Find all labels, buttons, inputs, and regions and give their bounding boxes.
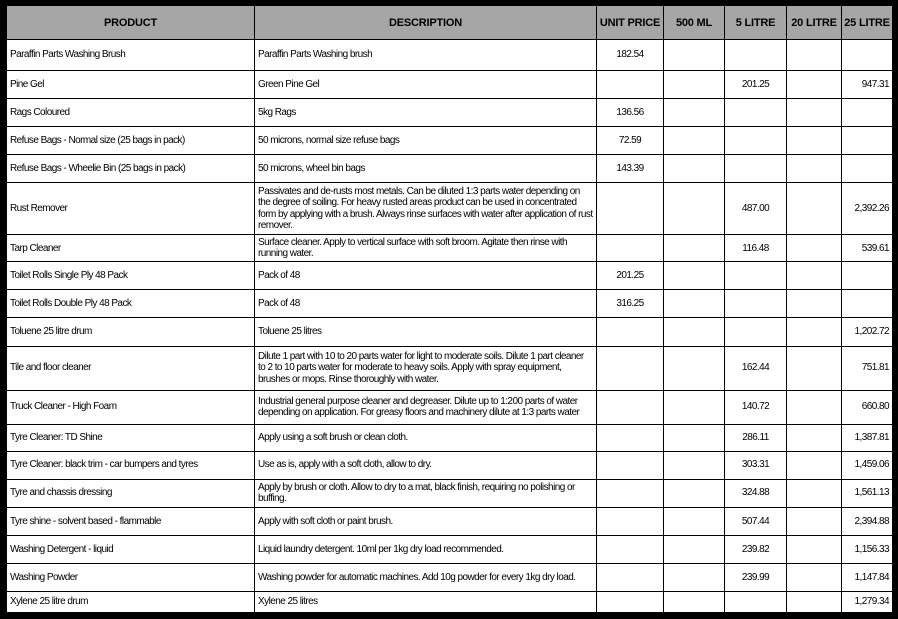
5litre-cell: 201.25 xyxy=(725,71,787,99)
500ml-cell xyxy=(664,155,725,183)
column-header-5litre: 5 LITRE xyxy=(725,6,787,40)
20litre-cell xyxy=(787,563,842,591)
table-row xyxy=(7,318,893,346)
product-cell: Toilet Rolls Single Ply 48 Pack xyxy=(7,262,255,290)
product-cell: Xylene 25 litre drum xyxy=(7,591,255,612)
500ml-cell xyxy=(664,346,725,390)
unit-price-cell xyxy=(597,591,664,612)
product-cell: Tyre shine - solvent based - flammable xyxy=(7,507,255,535)
25litre-cell: 539.61 xyxy=(842,235,893,262)
product-cell: Refuse Bags - Wheelie Bin (25 bags in pack) xyxy=(7,155,255,183)
table-row xyxy=(7,479,893,507)
unit-price-cell: 316.25 xyxy=(597,290,664,318)
unit-price-cell: 72.59 xyxy=(597,127,664,155)
price-list-table xyxy=(6,5,893,613)
500ml-cell xyxy=(664,290,725,318)
500ml-cell xyxy=(664,71,725,99)
table-row xyxy=(7,390,893,424)
table-row xyxy=(7,183,893,235)
500ml-cell xyxy=(664,262,725,290)
description-cell: 50 microns, normal size refuse bags xyxy=(255,127,597,155)
20litre-cell xyxy=(787,290,842,318)
unit-price-cell xyxy=(597,535,664,563)
description-cell: Dilute 1 part with 10 to 20 parts water for light to moderate soils. Dilute 1 part cleaner to 2 to 10 parts water for moderate to heavy soils. Apply with spray equipment, brushes or mops. Rinse thoroughly with water. xyxy=(255,346,597,390)
5litre-cell: 286.11 xyxy=(725,424,787,451)
product-cell: Paraffin Parts Washing Brush xyxy=(7,40,255,71)
500ml-cell xyxy=(664,40,725,71)
table-row xyxy=(7,99,893,127)
25litre-cell xyxy=(842,155,893,183)
table-row xyxy=(7,507,893,535)
description-cell: Pack of 48 xyxy=(255,290,597,318)
25litre-cell: 751.81 xyxy=(842,346,893,390)
25litre-cell: 2,394.88 xyxy=(842,507,893,535)
description-cell: Pack of 48 xyxy=(255,262,597,290)
product-cell: Pine Gel xyxy=(7,71,255,99)
column-header-product: PRODUCT xyxy=(7,6,255,40)
table-row xyxy=(7,451,893,479)
500ml-cell xyxy=(664,99,725,127)
25litre-cell xyxy=(842,99,893,127)
500ml-cell xyxy=(664,507,725,535)
5litre-cell xyxy=(725,318,787,346)
5litre-cell: 162.44 xyxy=(725,346,787,390)
500ml-cell xyxy=(664,183,725,235)
table-row xyxy=(7,262,893,290)
table-row xyxy=(7,235,893,262)
unit-price-cell xyxy=(597,424,664,451)
25litre-cell: 1,279.34 xyxy=(842,591,893,612)
unit-price-cell: 182.54 xyxy=(597,40,664,71)
product-cell: Tyre Cleaner: TD Shine xyxy=(7,424,255,451)
25litre-cell xyxy=(842,262,893,290)
product-cell: Refuse Bags - Normal size (25 bags in pack) xyxy=(7,127,255,155)
unit-price-cell xyxy=(597,183,664,235)
25litre-cell: 1,459.06 xyxy=(842,451,893,479)
description-cell: Industrial general purpose cleaner and degreaser. Dilute up to 1:200 parts of water depending on application. For greasy floors and machinery dilute at 1:3 parts water xyxy=(255,390,597,424)
500ml-cell xyxy=(664,451,725,479)
unit-price-cell xyxy=(597,390,664,424)
25litre-cell: 1,156.33 xyxy=(842,535,893,563)
description-cell: Apply with soft cloth or paint brush. xyxy=(255,507,597,535)
product-cell: Rags Coloured xyxy=(7,99,255,127)
table-row xyxy=(7,71,893,99)
unit-price-cell xyxy=(597,235,664,262)
table-row xyxy=(7,290,893,318)
20litre-cell xyxy=(787,479,842,507)
500ml-cell xyxy=(664,424,725,451)
20litre-cell xyxy=(787,390,842,424)
table-row xyxy=(7,563,893,591)
5litre-cell xyxy=(725,155,787,183)
5litre-cell: 116.48 xyxy=(725,235,787,262)
5litre-cell: 487.00 xyxy=(725,183,787,235)
description-cell: Washing powder for automatic machines. Add 10g powder for every 1kg dry load. xyxy=(255,563,597,591)
20litre-cell xyxy=(787,183,842,235)
500ml-cell xyxy=(664,235,725,262)
5litre-cell: 303.31 xyxy=(725,451,787,479)
25litre-cell: 1,387.81 xyxy=(842,424,893,451)
5litre-cell: 507.44 xyxy=(725,507,787,535)
column-header-20litre: 20 LITRE xyxy=(787,6,842,40)
column-header-unit-price: UNIT PRICE xyxy=(597,6,664,40)
unit-price-cell xyxy=(597,563,664,591)
5litre-cell xyxy=(725,40,787,71)
500ml-cell xyxy=(664,479,725,507)
500ml-cell xyxy=(664,127,725,155)
500ml-cell xyxy=(664,591,725,612)
500ml-cell xyxy=(664,390,725,424)
unit-price-cell xyxy=(597,346,664,390)
20litre-cell xyxy=(787,262,842,290)
description-cell: Surface cleaner. Apply to vertical surface with soft broom. Agitate then rinse with running water. xyxy=(255,235,597,262)
table-row xyxy=(7,40,893,71)
product-cell: Tyre Cleaner: black trim - car bumpers and tyres xyxy=(7,451,255,479)
unit-price-cell xyxy=(597,451,664,479)
20litre-cell xyxy=(787,40,842,71)
5litre-cell xyxy=(725,290,787,318)
20litre-cell xyxy=(787,451,842,479)
product-cell: Tyre and chassis dressing xyxy=(7,479,255,507)
5litre-cell xyxy=(725,591,787,612)
unit-price-cell: 201.25 xyxy=(597,262,664,290)
description-cell: Paraffin Parts Washing brush xyxy=(255,40,597,71)
25litre-cell xyxy=(842,290,893,318)
description-cell: 5kg Rags xyxy=(255,99,597,127)
20litre-cell xyxy=(787,318,842,346)
unit-price-cell xyxy=(597,318,664,346)
25litre-cell: 1,561.13 xyxy=(842,479,893,507)
table-row xyxy=(7,591,893,612)
20litre-cell xyxy=(787,535,842,563)
20litre-cell xyxy=(787,99,842,127)
25litre-cell: 1,147.84 xyxy=(842,563,893,591)
column-header-25litre: 25 LITRE xyxy=(842,6,893,40)
table-row xyxy=(7,535,893,563)
20litre-cell xyxy=(787,155,842,183)
description-cell: 50 microns, wheel bin bags xyxy=(255,155,597,183)
5litre-cell: 324.88 xyxy=(725,479,787,507)
product-cell: Truck Cleaner - High Foam xyxy=(7,390,255,424)
500ml-cell xyxy=(664,535,725,563)
description-cell: Apply by brush or cloth. Allow to dry to a mat, black finish, requiring no polishing or buffing. xyxy=(255,479,597,507)
unit-price-cell xyxy=(597,71,664,99)
unit-price-cell: 136.56 xyxy=(597,99,664,127)
500ml-cell xyxy=(664,318,725,346)
description-cell: Passivates and de-rusts most metals. Can be diluted 1:3 parts water depending on the degree of soiling. For heavy rusted areas product can be used in concentrated form by applying with a brush. Always rinse surfaces with water after application of rust remover. xyxy=(255,183,597,235)
description-cell: Green Pine Gel xyxy=(255,71,597,99)
500ml-cell xyxy=(664,563,725,591)
unit-price-cell xyxy=(597,507,664,535)
column-header-500ml: 500 ML xyxy=(664,6,725,40)
description-cell: Xylene 25 litres xyxy=(255,591,597,612)
product-cell: Toilet Rolls Double Ply 48 Pack xyxy=(7,290,255,318)
table-row xyxy=(7,127,893,155)
product-cell: Rust Remover xyxy=(7,183,255,235)
20litre-cell xyxy=(787,127,842,155)
column-header-description: DESCRIPTION xyxy=(255,6,597,40)
product-cell: Tile and floor cleaner xyxy=(7,346,255,390)
description-cell: Apply using a soft brush or clean cloth. xyxy=(255,424,597,451)
5litre-cell xyxy=(725,262,787,290)
product-cell: Washing Detergent - liquid xyxy=(7,535,255,563)
unit-price-cell xyxy=(597,479,664,507)
unit-price-cell: 143.39 xyxy=(597,155,664,183)
5litre-cell xyxy=(725,127,787,155)
20litre-cell xyxy=(787,346,842,390)
product-cell: Tarp Cleaner xyxy=(7,235,255,262)
table-row xyxy=(7,424,893,451)
description-cell: Use as is, apply with a soft cloth, allow to dry. xyxy=(255,451,597,479)
25litre-cell: 660.80 xyxy=(842,390,893,424)
25litre-cell xyxy=(842,40,893,71)
20litre-cell xyxy=(787,424,842,451)
5litre-cell: 239.82 xyxy=(725,535,787,563)
header-row xyxy=(7,6,893,40)
table-row xyxy=(7,155,893,183)
table-body xyxy=(7,40,893,613)
25litre-cell: 2,392.26 xyxy=(842,183,893,235)
5litre-cell: 239.99 xyxy=(725,563,787,591)
5litre-cell xyxy=(725,99,787,127)
20litre-cell xyxy=(787,507,842,535)
25litre-cell xyxy=(842,127,893,155)
product-cell: Washing Powder xyxy=(7,563,255,591)
20litre-cell xyxy=(787,235,842,262)
description-cell: Liquid laundry detergent. 10ml per 1kg dry load recommended. xyxy=(255,535,597,563)
description-cell: Toluene 25 litres xyxy=(255,318,597,346)
20litre-cell xyxy=(787,591,842,612)
5litre-cell: 140.72 xyxy=(725,390,787,424)
20litre-cell xyxy=(787,71,842,99)
product-cell: Toluene 25 litre drum xyxy=(7,318,255,346)
table-row xyxy=(7,346,893,390)
25litre-cell: 947.31 xyxy=(842,71,893,99)
25litre-cell: 1,202.72 xyxy=(842,318,893,346)
